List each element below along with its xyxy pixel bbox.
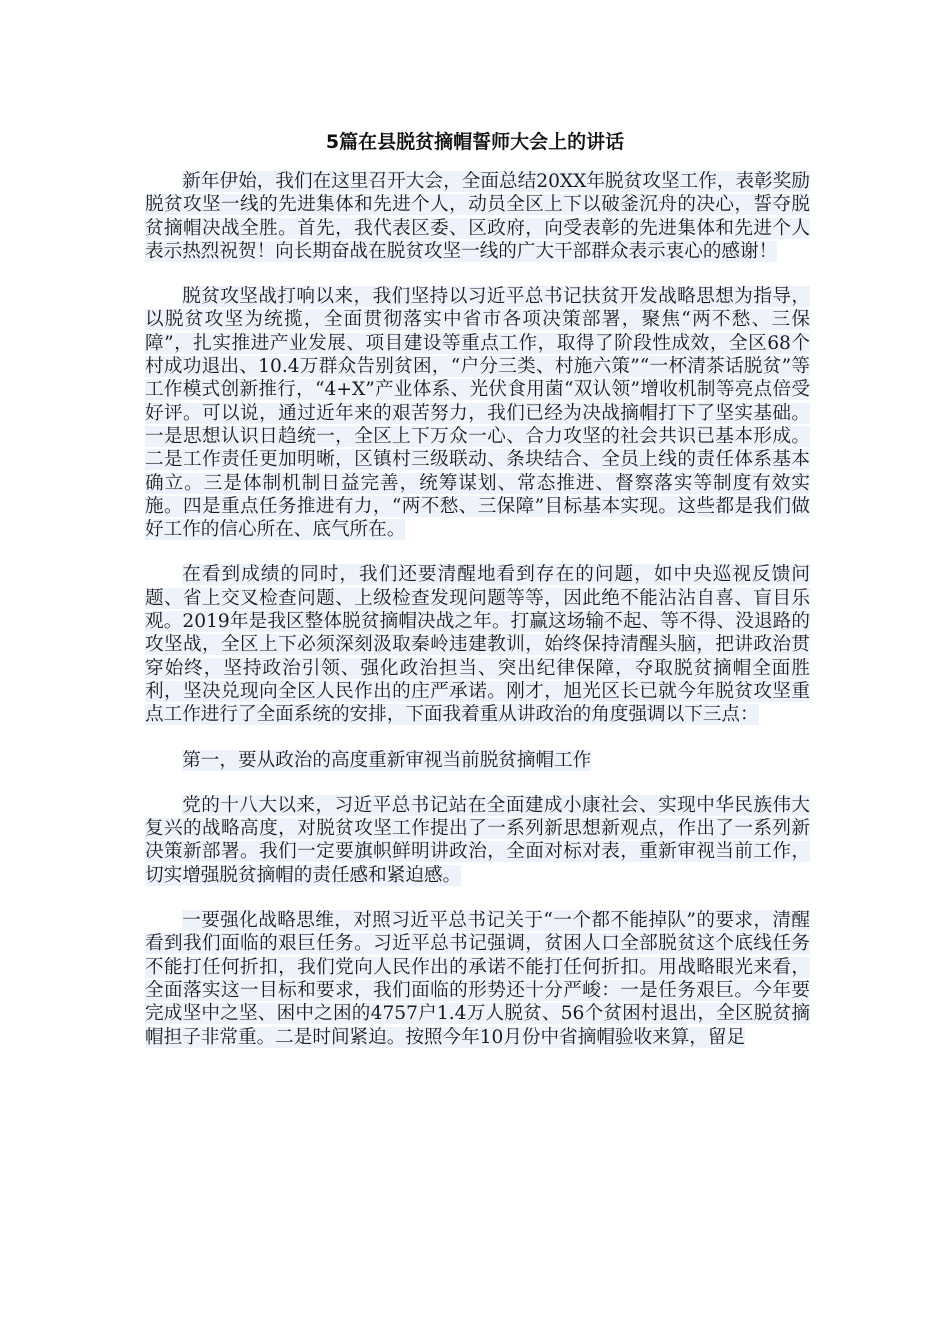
paragraph-text: 第一，要从政治的高度重新审视当前脱贫摘帽工作 bbox=[182, 749, 592, 771]
document-title: 5篇在县脱贫摘帽誓师大会上的讲话 bbox=[325, 131, 625, 153]
document-body bbox=[145, 170, 810, 1071]
paragraph-6 bbox=[145, 909, 810, 1049]
paragraph-5 bbox=[145, 794, 810, 887]
paragraph-text: 党的十八大以来，习近平总书记站在全面建成小康社会、实现中华民族伟大复兴的战略高度，对脱贫攻坚工作提出了一系列新思想新观点，作出了一系列新决策新部署。我们一定要旗帜鲜明讲政治，全面对标对表，重新审视当前工作，切实增强脱贫摘帽的责任感和紧迫感。 bbox=[145, 794, 810, 886]
paragraph-text: 在看到成绩的同时，我们还要清醒地看到存在的问题，如中央巡视反馈问题、省上交叉检查问题、上级检查发现问题等等，因此绝不能沾沾自喜、盲目乐观。2019年是我区整体脱贫摘帽决战之年。打赢这场输不起、等不得、没退路的攻坚战，全区上下必须深刻汲取秦岭违建教训，始终保持清醒头脑，把讲政治贯穿始终，坚持政治引领、强化政治担当、突出纪律保障，夺取脱贫摘帽全面胜利，坚决兑现向全区人民作出的庄严承诺。刚才，旭光区长已就今年脱贫攻坚重点工作进行了全面系统的安排，下面我着重从讲政治的角度强调以下三点： bbox=[145, 564, 810, 726]
paragraph-text: 一要强化战略思维，对照习近平总书记关于“一个都不能掉队”的要求，清醒看到我们面临的艰巨任务。习近平总书记强调，贫困人口全部脱贫这个底线任务不能打任何折扣，我们党向人民作出的承诺不能打任何折扣。用战略眼光来看，全面落实这一目标和要求，我们面临的形势还十分严峻：一是任务艰巨。今年要完成坚中之坚、困中之困的4757户1.4万人脱贫、56个贫困村退出，全区脱贫摘帽担子非常重。二是时间紧迫。按照今年10月份中省摘帽验收来算，留足 bbox=[145, 910, 810, 1048]
paragraph-text: 新年伊始，我们在这里召开大会，全面总结20XX年脱贫攻坚工作，表彰奖励脱贫攻坚一线的先进集体和先进个人，动员全区上下以破釜沉舟的决心，誓夺脱贫摘帽决战全胜。首先，我代表区委、区政府，向受表彰的先进集体和先进个人表示热烈祝贺！向长期奋战在脱贫攻坚一线的广大干部群众表示衷心的感谢！ bbox=[145, 171, 810, 262]
paragraph-1 bbox=[145, 170, 810, 263]
paragraph-3 bbox=[145, 563, 810, 726]
paragraph-2 bbox=[145, 285, 810, 541]
section-heading-1 bbox=[145, 749, 810, 772]
paragraph-text: 脱贫攻坚战打响以来，我们坚持以习近平总书记扶贫开发战略思想为指导，以脱贫攻坚为统揽，全面贯彻落实中省市各项决策部署，聚焦“两不愁、三保障”，扎实推进产业发展、项目建设等重点工作，取得了阶段性成效，全区68个村成功退出、10.4万群众告别贫困，“户分三类、村施六策”“一杯清茶话脱贫”等工作模式创新推行，“4+X”产业体系、光伏食用菌“双认领”增收机制等亮点倍受好评。可以说，通过近年来的艰苦努力，我们已经为决战摘帽打下了坚实基础。一是思想认识日趋统一，全区上下万众一心、合力攻坚的社会共识已基本形成。二是工作责任更加明晰，区镇村三级联动、条块结合、全员上线的责任体系基本确立。三是体制机制日益完善，统筹谋划、常态推进、督察落实等制度有效实施。四是重点任务推进有力，“两不愁、三保障”目标基本实现。这些都是我们做好工作的信心所在、底气所在。 bbox=[145, 286, 810, 541]
